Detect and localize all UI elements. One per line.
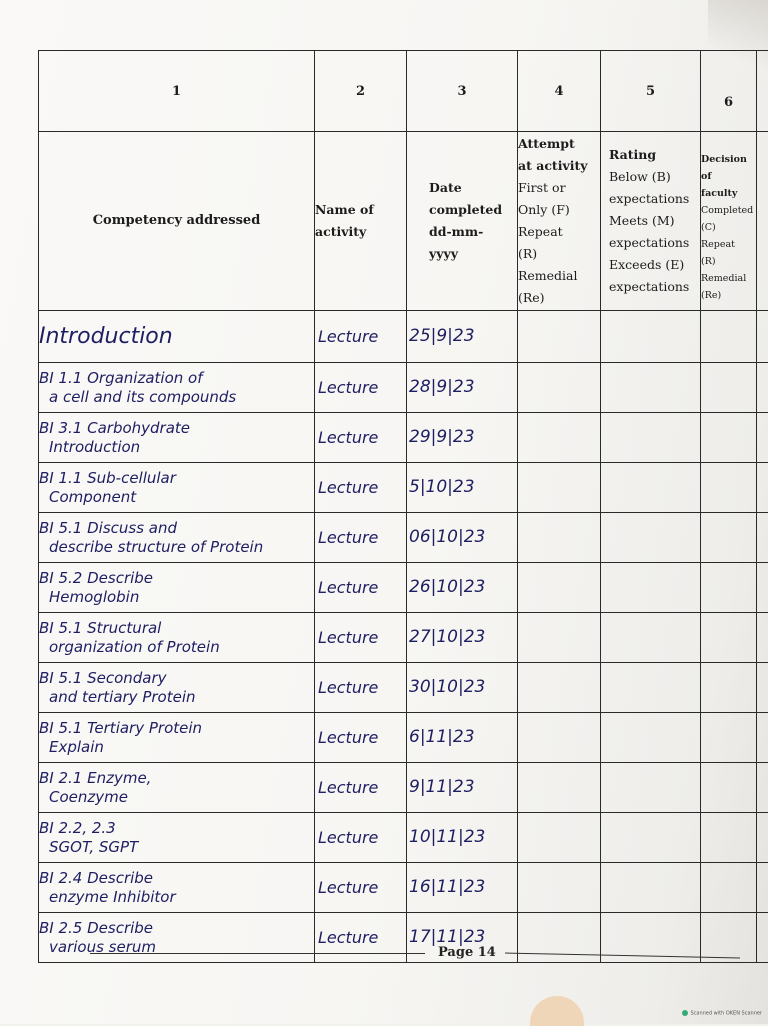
header-attempt-line: Repeat (518, 221, 600, 243)
attempt-cell (518, 713, 601, 763)
col7-cell (757, 913, 768, 963)
attempt-cell (518, 563, 601, 613)
attempt-cell (518, 413, 601, 463)
rating-cell (601, 463, 701, 513)
activity-cell: Lecture (315, 863, 407, 913)
activity-cell: Lecture (315, 613, 407, 663)
col-number-1: 1 (39, 51, 315, 132)
table-row (39, 563, 768, 613)
competency-line: BI 3.1 Carbohydrate (39, 419, 314, 438)
rating-cell (601, 713, 701, 763)
competency-line: BI 5.2 Describe (39, 569, 314, 588)
scanner-watermark (682, 1010, 762, 1017)
decision-cell (701, 713, 757, 763)
competency-cell (39, 463, 315, 513)
competency-cell (39, 663, 315, 713)
col7-cell (757, 363, 768, 413)
activity-cell: Lecture (315, 763, 407, 813)
date-cell: 30|10|23 (407, 663, 518, 713)
competency-cell (39, 413, 315, 463)
table-row (39, 513, 768, 563)
competency-line: BI 5.1 Structural (39, 619, 314, 638)
activity-cell: Lecture (315, 413, 407, 463)
header-date-line: dd-mm- (429, 221, 517, 243)
competency-cell (39, 713, 315, 763)
header-attempt-line: Attempt (518, 133, 600, 155)
table-row (39, 813, 768, 863)
rating-cell (601, 663, 701, 713)
scanner-logo-icon (682, 1010, 688, 1016)
col7-cell (757, 763, 768, 813)
competency-cell (39, 763, 315, 813)
header-attempt-line: at activity (518, 155, 600, 177)
table-row (39, 713, 768, 763)
footer-rule-right (505, 953, 740, 959)
activity-cell: Lecture (315, 913, 407, 963)
header-rating-line: Below (B) (609, 166, 700, 188)
date-cell: 16|11|23 (407, 863, 518, 913)
header-rating-line: Meets (M) (609, 210, 700, 232)
header-rating-line: expectations (609, 232, 700, 254)
date-cell: 28|9|23 (407, 363, 518, 413)
header-decision-line: (R) (701, 253, 756, 270)
header-activity-line: activity (315, 221, 406, 243)
competency-cell (39, 311, 315, 363)
competency-line: SGOT, SGPT (39, 838, 314, 857)
table-row (39, 463, 768, 513)
attempt-cell (518, 311, 601, 363)
header-date-line: yyyy (429, 243, 517, 265)
col7-cell (757, 663, 768, 713)
header-attempt-line: Remedial (518, 265, 600, 287)
competency-line: BI 1.1 Sub-cellular (39, 469, 314, 488)
rating-cell (601, 563, 701, 613)
decision-cell (701, 763, 757, 813)
competency-line: Introduction (39, 438, 314, 457)
header-decision-line: faculty (701, 185, 756, 202)
competency-line: Introduction (39, 327, 314, 346)
date-cell: 27|10|23 (407, 613, 518, 663)
competency-line: BI 5.1 Secondary (39, 669, 314, 688)
header-decision-line: (C) (701, 219, 756, 236)
table-row (39, 863, 768, 913)
header-decision-line: Repeat (701, 236, 756, 253)
competency-cell (39, 363, 315, 413)
header-competency: Competency addressed (39, 132, 315, 311)
competency-line: BI 2.5 Describe (39, 919, 314, 938)
header-rating-line: Exceeds (E) (609, 254, 700, 276)
competency-line: organization of Protein (39, 638, 314, 657)
header-decision-line: Completed (701, 202, 756, 219)
rating-cell (601, 863, 701, 913)
col-number-7 (757, 51, 768, 132)
date-cell: 17|11|23 (407, 913, 518, 963)
table-row (39, 363, 768, 413)
header-attempt-line: (Re) (518, 287, 600, 309)
rating-cell (601, 363, 701, 413)
date-cell: 25|9|23 (407, 311, 518, 363)
attempt-cell (518, 813, 601, 863)
header-decision (701, 132, 757, 311)
col7-cell (757, 863, 768, 913)
header-date (407, 132, 518, 311)
competency-cell (39, 813, 315, 863)
competency-line: Explain (39, 738, 314, 757)
decision-cell (701, 663, 757, 713)
competency-line: a cell and its compounds (39, 388, 314, 407)
competency-log-table (38, 50, 768, 963)
scanner-note: Scanned with OKEN Scanner (690, 1010, 762, 1016)
attempt-cell (518, 363, 601, 413)
attempt-cell (518, 863, 601, 913)
header-rating-line: Rating (609, 144, 700, 166)
header-col7-cutoff (757, 132, 768, 311)
competency-line: BI 2.1 Enzyme, (39, 769, 314, 788)
date-cell: 6|11|23 (407, 713, 518, 763)
date-cell: 06|10|23 (407, 513, 518, 563)
competency-line: various serum (39, 938, 314, 957)
activity-cell: Lecture (315, 813, 407, 863)
competency-cell (39, 513, 315, 563)
date-cell: 5|10|23 (407, 463, 518, 513)
table-row (39, 413, 768, 463)
activity-cell: Lecture (315, 311, 407, 363)
header-attempt-line: First or (518, 177, 600, 199)
activity-cell: Lecture (315, 713, 407, 763)
column-number-row (39, 51, 768, 132)
activity-cell: Lecture (315, 363, 407, 413)
table-row (39, 613, 768, 663)
col7-cell (757, 813, 768, 863)
col-number-3: 3 (407, 51, 518, 132)
attempt-cell (518, 513, 601, 563)
page-number: Page 14 (438, 945, 496, 960)
competency-line: Hemoglobin (39, 588, 314, 607)
header-rating (601, 132, 701, 311)
date-cell: 29|9|23 (407, 413, 518, 463)
decision-cell (701, 363, 757, 413)
footer-rule-left (90, 953, 425, 954)
competency-line: BI 1.1 Organization of (39, 369, 314, 388)
attempt-cell (518, 763, 601, 813)
competency-line: enzyme Inhibitor (39, 888, 314, 907)
competency-line: Component (39, 488, 314, 507)
header-attempt (518, 132, 601, 311)
header-date-line: completed (429, 199, 517, 221)
decision-cell (701, 513, 757, 563)
rating-cell (601, 613, 701, 663)
col7-cell (757, 713, 768, 763)
competency-line: Coenzyme (39, 788, 314, 807)
col7-cell (757, 463, 768, 513)
competency-line: BI 2.2, 2.3 (39, 819, 314, 838)
activity-cell: Lecture (315, 663, 407, 713)
header-decision-line: Remedial (701, 270, 756, 287)
header-date-line: Date (429, 177, 517, 199)
rating-cell (601, 311, 701, 363)
rating-cell (601, 413, 701, 463)
activity-cell: Lecture (315, 463, 407, 513)
col7-cell (757, 311, 768, 363)
header-decision-line: (Re) (701, 287, 756, 304)
attempt-cell (518, 463, 601, 513)
col7-cell (757, 413, 768, 463)
competency-line: BI 5.1 Tertiary Protein (39, 719, 314, 738)
competency-line: describe structure of Protein (39, 538, 314, 557)
date-cell: 26|10|23 (407, 563, 518, 613)
header-attempt-line: Only (F) (518, 199, 600, 221)
page-footer (90, 945, 740, 965)
header-activity-line: Name of (315, 199, 406, 221)
col7-cell (757, 613, 768, 663)
date-cell: 10|11|23 (407, 813, 518, 863)
activity-cell: Lecture (315, 563, 407, 613)
col-number-5: 5 (601, 51, 701, 132)
col-number-4: 4 (518, 51, 601, 132)
header-rating-line: expectations (609, 188, 700, 210)
decision-cell (701, 463, 757, 513)
attempt-cell (518, 663, 601, 713)
decision-cell (701, 613, 757, 663)
entries-body (39, 311, 768, 963)
decision-cell (701, 413, 757, 463)
decision-cell (701, 863, 757, 913)
table-row (39, 311, 768, 363)
competency-cell (39, 613, 315, 663)
competency-line: BI 2.4 Describe (39, 869, 314, 888)
header-row (39, 132, 768, 311)
date-cell: 9|11|23 (407, 763, 518, 813)
header-rating-line: expectations (609, 276, 700, 298)
attempt-cell (518, 613, 601, 663)
table-row (39, 663, 768, 713)
col-number-6: 6 (701, 51, 757, 132)
rating-cell (601, 763, 701, 813)
decision-cell (701, 813, 757, 863)
header-attempt-line: (R) (518, 243, 600, 265)
decision-cell (701, 563, 757, 613)
competency-line: and tertiary Protein (39, 688, 314, 707)
rating-cell (601, 513, 701, 563)
col7-cell (757, 513, 768, 563)
decision-cell (701, 311, 757, 363)
table-row (39, 763, 768, 813)
competency-cell (39, 563, 315, 613)
competency-line: BI 5.1 Discuss and (39, 519, 314, 538)
rating-cell (601, 813, 701, 863)
activity-cell: Lecture (315, 513, 407, 563)
header-decision-line: Decision of (701, 151, 756, 185)
col7-cell (757, 563, 768, 613)
competency-cell (39, 863, 315, 913)
header-activity (315, 132, 407, 311)
col-number-2: 2 (315, 51, 407, 132)
